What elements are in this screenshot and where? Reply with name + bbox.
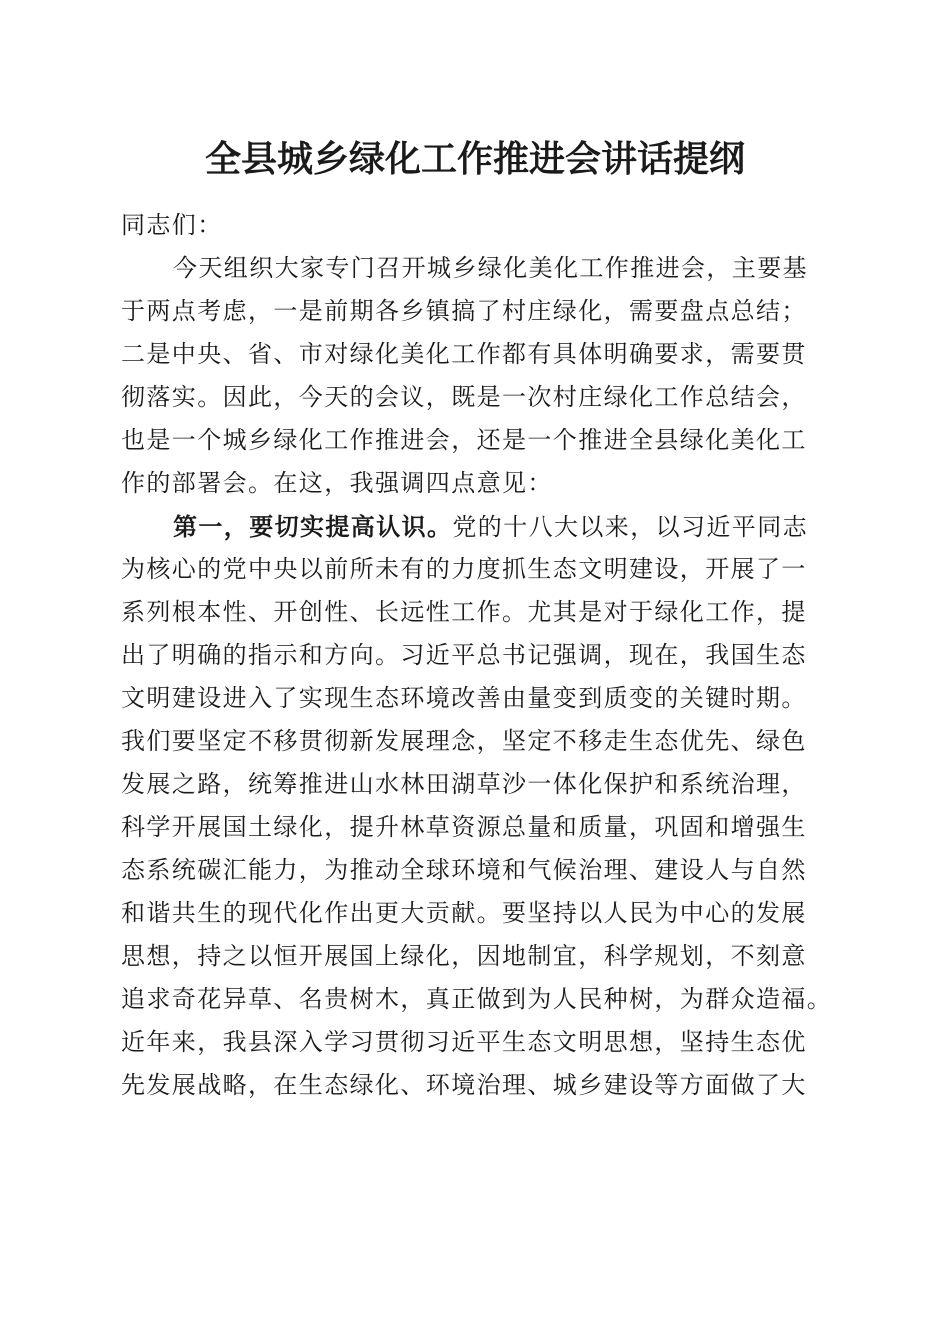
point-one-heading: 第一，要切实提高认识。 bbox=[173, 512, 453, 541]
paragraph-line: 发展之路，统筹推进山水林田湖草沙一体化保护和系统治理， bbox=[121, 770, 807, 798]
paragraph-line: 二是中央、省、市对绿化美化工作都有具体明确要求，需要贯 bbox=[121, 340, 807, 368]
document-title: 全县城乡绿化工作推进会讲话提纲 bbox=[204, 138, 745, 180]
paragraph-line: 彻落实。因此，今天的会议，既是一次村庄绿化工作总结会， bbox=[121, 383, 807, 411]
paragraph-line: 和谐共生的现代化作出更大贡献。要坚持以人民为中心的发展 bbox=[121, 899, 807, 927]
paragraph-line: 追求奇花异草、名贵树木，真正做到为人民种树，为群众造福。 bbox=[121, 985, 833, 1013]
paragraph-line: 于两点考虑，一是前期各乡镇搞了村庄绿化，需要盘点总结； bbox=[121, 297, 807, 325]
paragraph-line: 出了明确的指示和方向。习近平总书记强调，现在，我国生态 bbox=[121, 641, 807, 669]
paragraph-line: 我们要坚定不移贯彻新发展理念，坚定不移走生态优先、绿色 bbox=[121, 727, 807, 755]
paragraph-line: 科学开展国土绿化，提升林草资源总量和质量，巩固和增强生 bbox=[121, 813, 807, 841]
paragraph-line: 态系统碳汇能力，为推动全球环境和气候治理、建设人与自然 bbox=[121, 856, 807, 884]
salutation: 同志们： bbox=[121, 211, 223, 239]
paragraph-line: 系列根本性、开创性、长远性工作。尤其是对于绿化工作，提 bbox=[121, 598, 807, 626]
paragraph-line: 也是一个城乡绿化工作推进会，还是一个推进全县绿化美化工 bbox=[121, 426, 807, 454]
paragraph-line: 今天组织大家专门召开城乡绿化美化工作推进会，主要基 bbox=[173, 254, 808, 282]
paragraph-line: 先发展战略，在生态绿化、环境治理、城乡建设等方面做了大 bbox=[121, 1071, 807, 1099]
paragraph-line: 作的部署会。在这，我强调四点意见： bbox=[121, 469, 553, 497]
paragraph-line: 文明建设进入了实现生态环境改善由量变到质变的关键时期。 bbox=[121, 684, 807, 712]
paragraph-line: 近年来，我县深入学习贯彻习近平生态文明思想，坚持生态优 bbox=[121, 1028, 807, 1056]
document-body bbox=[121, 204, 833, 1107]
point-one-first-line bbox=[121, 505, 823, 548]
paragraph-line: 思想，持之以恒开展国上绿化，因地制宜，科学规划，不刻意 bbox=[121, 942, 807, 970]
paragraph-line: 为核心的党中央以前所未有的力度抓生态文明建设，开展了一 bbox=[121, 555, 807, 583]
point-one-first-line-text: 党的十八大以来，以习近平同志 bbox=[452, 513, 809, 541]
